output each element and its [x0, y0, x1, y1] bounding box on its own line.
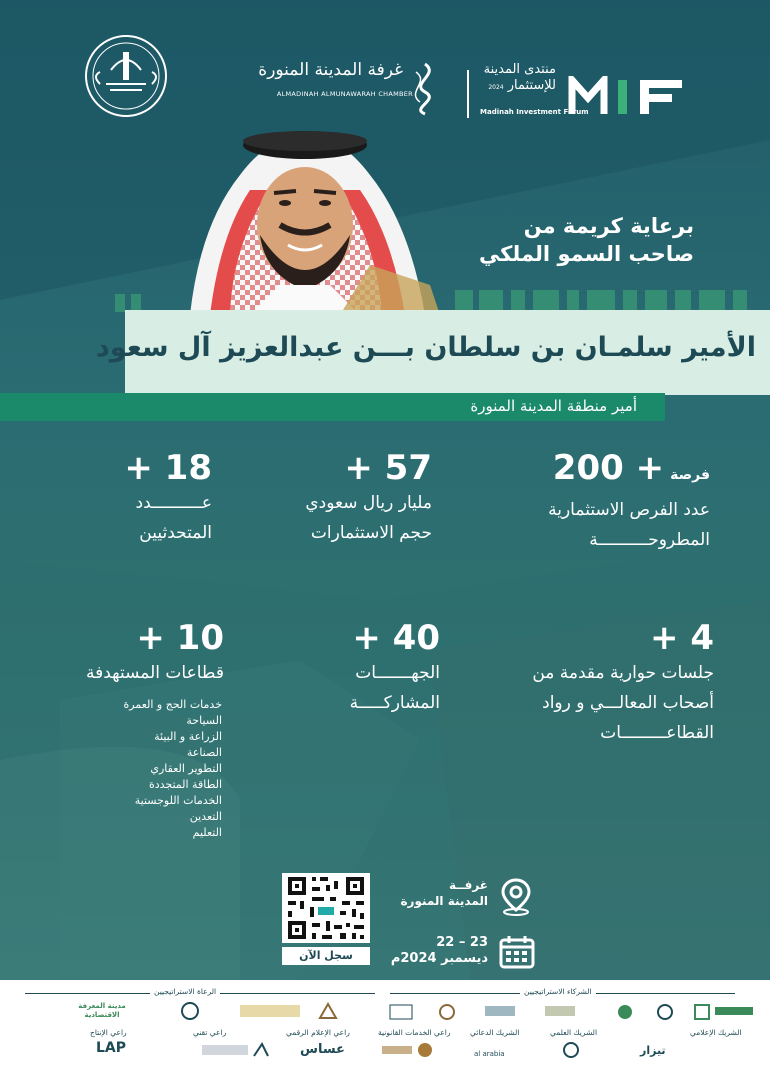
date-line1: 22 – 23 [436, 935, 488, 950]
title-banner [0, 393, 665, 421]
sector-item: الخدمات اللوجستية [134, 794, 222, 807]
strategic-partners-heading: الشركاء الاستراتيجيين [520, 987, 596, 996]
stat-label: حجم الاستثمارات [310, 523, 432, 543]
chamber-logo-icon [410, 62, 440, 116]
sector-item: التعليم [192, 826, 222, 839]
stat-label: عدد الفرص الاستثمارية [548, 500, 710, 520]
sector-item: التعدين [189, 810, 222, 823]
stat-label: قطاعات المستهدفة [85, 663, 224, 683]
science-partner-heading: الشريك العلمي [550, 1028, 598, 1037]
mif-logo [478, 62, 708, 122]
date-info [388, 933, 538, 973]
patron-name: الأمير سلمـان بن سلطان بـــن عبدالعزيز آل سعود [95, 332, 756, 363]
qr-register[interactable] [282, 873, 370, 965]
patron-text [479, 212, 694, 268]
portrait-image [170, 115, 440, 315]
chamber-name-ar: غرفة المدينة المنورة [258, 60, 403, 80]
stat-sessions [532, 618, 714, 748]
stat-label: جلسات حوارية مقدمة من [532, 663, 714, 683]
science-logo-icon [560, 1040, 582, 1060]
sector-item: خدمات الحج و العمرة [123, 698, 222, 711]
header-divider [467, 70, 469, 118]
stat-investments [305, 448, 432, 548]
calendar-icon [498, 935, 536, 969]
tech-sponsor-heading: راعي تقني [193, 1028, 227, 1037]
location-line1: غرفــة [449, 878, 488, 892]
stat-number: + 18 [124, 448, 212, 488]
sector-item: التطوير العقاري [150, 762, 222, 775]
sector-list [124, 697, 223, 841]
patron-line2: صاحب السمو الملكي [478, 242, 694, 266]
sector-item: الطاقة المتجددة [148, 778, 222, 791]
mif-name-ar1: منتدى المدينة [483, 62, 556, 77]
qr-code[interactable] [282, 873, 370, 943]
tech-logo-icon [200, 1040, 270, 1060]
advocacy-partner-heading: الشريك الدعائي [470, 1028, 520, 1037]
location-pin-icon [496, 876, 536, 916]
stat-label: المتحدثيين [139, 523, 212, 543]
sector-item: الصناعة [186, 746, 222, 759]
stat-label: القطاعـــــــــات [600, 723, 714, 743]
patron-title: أمير منطقة المدينة المنورة [470, 397, 637, 415]
production-sponsor-heading: راعي الإنتاج [90, 1028, 127, 1037]
header [0, 20, 770, 116]
stat-speakers [124, 448, 212, 548]
stat-label: عــــــــــدد [135, 493, 212, 513]
stat-label: أصحاب المعالـــي و رواد [542, 693, 714, 713]
name-banner [95, 310, 770, 395]
chamber-name-en: ALMADINAH ALMUNAWARAH CHAMBER [276, 90, 413, 98]
sponsors-footer [0, 980, 770, 1071]
stat-label: المشاركـــــة [349, 693, 440, 713]
mif-name-ar2: للإستثمار 2024 [488, 78, 556, 93]
media-partner-heading: الشريك الإعلامي [690, 1028, 742, 1037]
stat-entities [350, 618, 440, 718]
qr-code-icon [282, 873, 370, 943]
stat-sectors [86, 618, 224, 688]
tibyan-logo: تيزار [640, 1044, 666, 1057]
register-button[interactable]: سجل الآن [282, 947, 370, 965]
stat-number: + 40 [352, 618, 440, 658]
decorative-stripes [115, 290, 765, 312]
stat-label: الجهـــــــات [355, 663, 440, 683]
stat-number: + 57 [344, 448, 432, 488]
stat-label: المطروحــــــــــة [589, 530, 710, 550]
stat-opportunities [548, 448, 710, 555]
legal-logo-icon [380, 1040, 440, 1060]
stat-number: + 10 [136, 618, 224, 658]
digital-media-sponsor-heading: راعي الإعلام الرقمي [286, 1028, 350, 1037]
location-info [388, 876, 538, 916]
sector-item: الزراعة و البيئة [154, 730, 222, 743]
mif-name-en: Madinah Investment Forum [480, 108, 589, 116]
asas-logo: عساس [300, 1042, 345, 1057]
patron-line1: برعاية كريمة من [523, 214, 694, 238]
legal-sponsor-heading: راعي الخدمات القانونية [378, 1028, 451, 1037]
strategic-sponsors-heading: الرعاة الاستراتيجيين [150, 987, 220, 996]
date-line2: ديسمبر 2024م [390, 951, 488, 966]
sector-item: السياحة [186, 714, 222, 727]
location-line2: المدينة المنورة [400, 894, 488, 908]
mif-mark-icon [568, 76, 708, 116]
stat-label: مليار ريال سعودي [305, 493, 432, 513]
stat-number: فرصة+ 200 [552, 448, 710, 488]
lap-logo: LAP [96, 1040, 127, 1056]
stat-number: + 4 [650, 618, 714, 658]
emblem-icon [66, 32, 186, 120]
partner-logos [385, 1000, 755, 1022]
alarabia-logo: al arabia [474, 1050, 505, 1058]
sponsor-logos [170, 1000, 370, 1022]
knowledge-city-logo: مدينة المعرفة الاقتصادية [78, 1002, 126, 1019]
